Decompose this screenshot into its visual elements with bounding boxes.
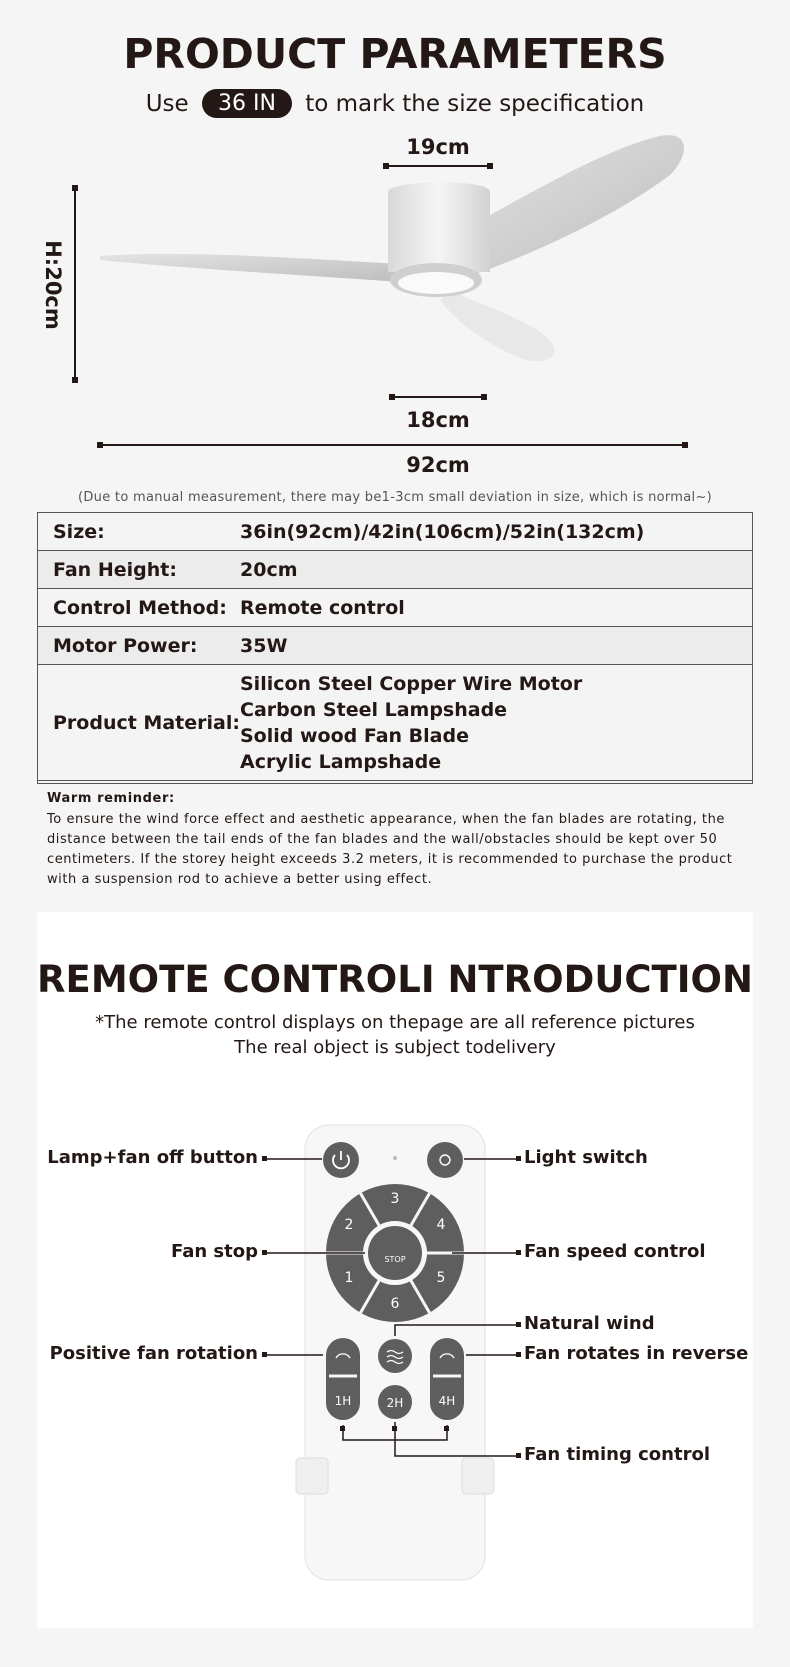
param-key: Motor Power:: [37, 627, 240, 665]
page-title: PRODUCT PARAMETERS: [123, 30, 667, 78]
param-value: 20cm: [240, 551, 753, 589]
natural-wind-button: [378, 1339, 412, 1373]
reminder-heading: Warm reminder:: [47, 791, 175, 806]
speed-1: 1: [344, 1270, 354, 1286]
material-item: Solid wood Fan Blade: [240, 724, 469, 747]
fan-blade-bottom: [440, 290, 555, 361]
remote-subtitle-1: *The remote control displays on thepage are all reference pictures: [95, 1012, 695, 1033]
label-fan-stop: Fan stop: [170, 1241, 258, 1262]
remote-section-title: REMOTE CONTROLI NTRODUCTION: [37, 958, 753, 1001]
timer-2h: 2H: [386, 1396, 404, 1410]
height-line: [72, 185, 78, 383]
material-item: Carbon Steel Lampshade: [240, 698, 508, 721]
parameter-table: [37, 512, 753, 781]
param-key: Control Method:: [37, 589, 240, 627]
span-label: 92cm: [406, 453, 470, 477]
param-key: Product Material:: [37, 665, 240, 781]
label-reverse-rotation: Fan rotates in reverse: [524, 1343, 749, 1364]
remote-subtitle-2: The real object is subject todelivery: [234, 1037, 556, 1058]
size-subtitle: [0, 89, 790, 118]
param-value: Remote control: [240, 589, 753, 627]
subtitle-prefix: Use: [145, 91, 189, 117]
speed-2: 2: [344, 1217, 354, 1233]
material-item: Silicon Steel Copper Wire Motor: [240, 672, 583, 695]
light-button: [427, 1142, 463, 1178]
bottom-width-label: 18cm: [406, 408, 470, 432]
fan-blade-left: [100, 254, 402, 282]
param-key: Fan Height:: [37, 551, 240, 589]
top-width-line: [383, 163, 493, 169]
stop-button: [368, 1226, 422, 1280]
fan-dimension-drawing: [0, 130, 790, 490]
speed-3: 3: [390, 1191, 400, 1207]
label-lamp-fan-off: Lamp+fan off button: [47, 1147, 258, 1168]
label-timing: Fan timing control: [524, 1444, 711, 1465]
param-key: Size:: [37, 513, 240, 551]
stop-text: STOP: [384, 1255, 406, 1264]
label-light-switch: Light switch: [524, 1147, 648, 1168]
speed-4: 4: [436, 1217, 446, 1233]
measurement-note: (Due to manual measurement, there may be1-3cm small deviation in size, which is normal~): [77, 490, 713, 505]
reminder-text: To ensure the wind force effect and aesthetic appearance, when the fan blades are rotating, the distance between the tail ends of the fan blades and the wall/obstacles should be kept over 50 centimeters. If the storey height exceeds 3.2 meters, it is recommended to purchase the product with a suspension rod to achieve a better using effect.: [47, 812, 733, 887]
speed-5: 5: [436, 1270, 446, 1286]
timer-1h: 1H: [334, 1394, 352, 1408]
label-positive-rotation: Positive fan rotation: [49, 1343, 258, 1364]
top-width-label: 19cm: [406, 135, 470, 159]
bottom-width-line: [389, 394, 487, 400]
timer-4h: 4H: [438, 1394, 456, 1408]
table-row: [37, 589, 753, 627]
table-row: [37, 513, 753, 551]
fan-motor: [388, 182, 490, 272]
power-button: [323, 1142, 359, 1178]
height-label: H:20cm: [41, 240, 65, 330]
span-line: [97, 442, 688, 448]
size-badge: 36 IN: [202, 89, 292, 118]
material-item: Acrylic Lampshade: [240, 750, 442, 773]
label-fan-speed: Fan speed control: [524, 1241, 706, 1262]
table-row: [37, 627, 753, 665]
param-value-list: [240, 665, 753, 781]
label-natural-wind: Natural wind: [524, 1313, 655, 1334]
table-row: [37, 551, 753, 589]
param-value: 36in(92cm)/42in(106cm)/52in(132cm): [240, 513, 753, 551]
table-row: [37, 665, 753, 781]
subtitle-suffix: to mark the size specification: [305, 91, 645, 117]
param-value: 35W: [240, 627, 753, 665]
speed-6: 6: [390, 1296, 400, 1312]
